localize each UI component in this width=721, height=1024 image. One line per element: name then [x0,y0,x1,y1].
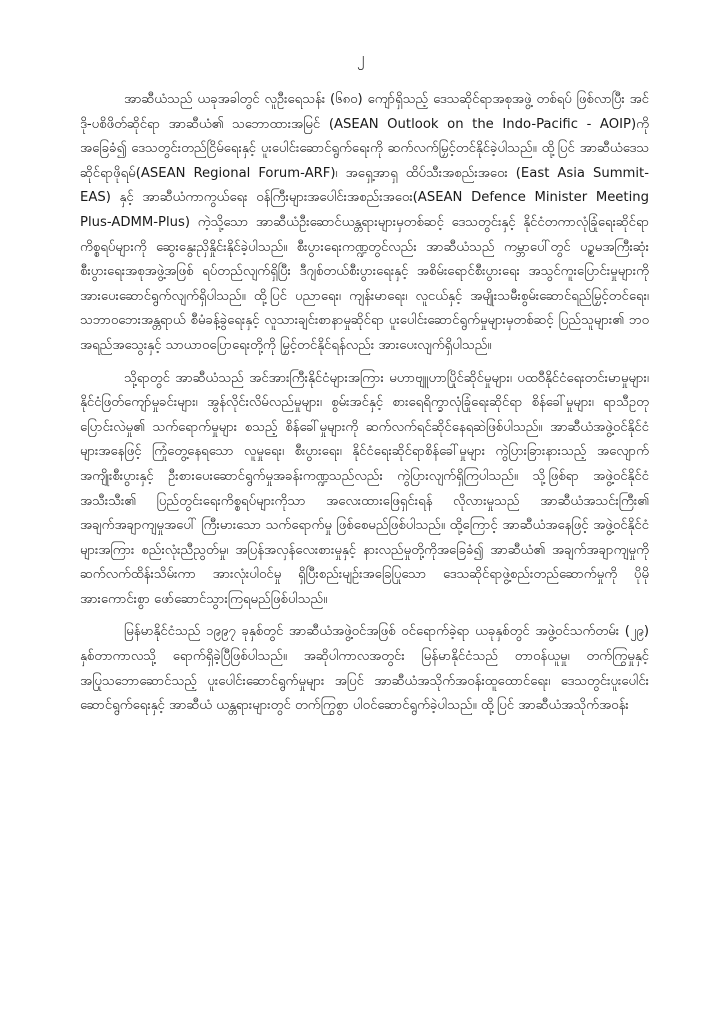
paragraph-3: မြန်မာနိုင်ငံသည် ၁၉၉၇ ခုနှစ်တွင် အာဆီယံအဖွဲ့ဝင်အဖြစ် ဝင်ရောက်ခဲ့ရာ ယခုနှစ်တွင် အဖွဲ့ဝင်သက်တမ်း (၂၉) နှစ်တာကာလသို့ ရောက်ရှိခဲ့ပြီဖြစ်ပါသည်။ အဆိုပါကာလအတွင်း မြန်မာနိုင်ငံသည် တာဝန်ယူမှု၊ တက်ကြွမှုနှင့် အပြုသဘောဆောင်သည့် ပူးပေါင်းဆောင်ရွက်မှုများ အပြင် အာဆီယံအသိုက်အဝန်းထူထောင်ရေး၊ ဒေသတွင်းပူးပေါင်းဆောင်ရွက်ရေးနှင့် အာဆီယံ ယန္တရားများတွင် တက်ကြွစွာ ပါဝင်ဆောင်ရွက်ခဲ့ပါသည်။ ထို့ပြင် အာဆီယံအသိုက်အဝန်း [80,624,649,714]
body-text [80,88,649,727]
page-number: ၂ [356,49,365,67]
paragraph-2: သို့ရာတွင် အာဆီယံသည် အင်အားကြီးနိုင်ငံများအကြား မဟာဗျူဟာပြိုင်ဆိုင်မှုများ၊ ပထဝီနိုင်ငံရေးတင်းမာမှုများ၊ နိုင်ငံဖြတ်ကျော်မှုခင်းများ၊ အွန်လိုင်းလိမ်လည်မှုများ၊ စွမ်းအင်နှင့် စားရေရိက္ခာလုံခြုံရေးဆိုင်ရာ စိန်ခေါ်မှုများ၊ ရာသီဥတုပြောင်းလဲမှု၏ သက်ရောက်မှုများ စသည့် စိန်ခေါ်မှုများကို ဆက်လက်ရင်ဆိုင်နေရဆဲဖြစ်ပါသည်။ အာဆီယံအဖွဲ့ဝင်နိုင်ငံများအနေဖြင့် ကြုံတွေ့နေရသော လူမှုရေး၊ စီးပွားရေး၊ နိုင်ငံရေးဆိုင်ရာစိန်ခေါ်မှုများ ကွဲပြားခြားနားသည့် အလျောက် အကျိုးစီးပွားနှင့် ဦးစားပေးဆောင်ရွက်မှုအခန်းကဏ္ဍသည်လည်း ကွဲပြားလျက်ရှိကြပါသည်။ သို့ဖြစ်ရာ အဖွဲ့ဝင်နိုင်ငံအသီးသီး၏ ပြည်တွင်းရေးကိစ္စရပ်များကိုသာ အလေးထားဖြေရှင်းရန် လိုလားမှုသည် အာဆီယံအသင်းကြီး၏ အချက်အချာကျမှုအပေါ် ကြီးမားသော သက်ရောက်မှု ဖြစ်စေမည်ဖြစ်ပါသည်။ ထို့ကြောင့် အာဆီယံအနေဖြင့် အဖွဲ့ဝင်နိုင်ငံများအကြား စည်းလုံးညီညွတ်မှု၊ အပြန်အလှန်လေးစားမှုနှင့် နားလည်မှုတို့ကိုအခြေခံ၍ အာဆီယံ၏ အချက်အချာကျမှုကို ဆက်လက်ထိန်းသိမ်းကာ အားလုံးပါဝင်မှု ရှိပြီးစည်းမျဉ်းအခြေပြုသော ဒေသဆိုင်ရာဖွဲ့စည်းတည်ဆောက်မှုကို ပိုမိုအားကောင်းစွာ ဖော်ဆောင်သွားကြရမည်ဖြစ်ပါသည်။ [80,370,649,607]
paragraph-1: အာဆီယံသည် ယခုအခါတွင် လူဦးရေသန်း (၆၈၀) ကျော်ရှိသည့် ဒေသဆိုင်ရာအစုအဖွဲ့ တစ်ရပ် ဖြစ်လာပြီး အင်ဒို-ပစိဖိတ်ဆိုင်ရာ အာဆီယံ၏ သဘောထားအမြင် (ASEAN Outlook on the Indo-Pacific - AOIP)ကို အခြေခံ၍ ဒေသတွင်းတည်ငြိမ်ရေးနှင့် ပူးပေါင်းဆောင်ရွက်ရေးကို ဆက်လက်မြှင့်တင်နိုင်ခဲ့ပါသည်။ ထို့ပြင် အာဆီယံဒေသဆိုင်ရာဖိုရမ်(ASEAN Regional Forum-ARF)၊ အရှေ့အာရှ ထိပ်သီးအစည်းအဝေး (East Asia Summit-EAS) နှင့် အာဆီယံကာကွယ်ရေး ဝန်ကြီးများအပေါင်းအစည်းအဝေး(ASEAN Defence Minister Meeting Plus-ADMM-Plus) ကဲ့သို့သော အာဆီယံဦးဆောင်ယန္တရားများမှတစ်ဆင့် ဒေသတွင်းနှင့် နိုင်ငံတကာလုံခြုံရေးဆိုင်ရာ ကိစ္စရပ်များကို ဆွေးနွေးညှိနှိုင်းနိုင်ခဲ့ပါသည်။ စီးပွားရေးကဏ္ဍတွင်လည်း အာဆီယံသည် ကမ္ဘာပေါ်တွင် ပဉ္စမအကြီးဆုံး စီးပွားရေးအစုအဖွဲ့အဖြစ် ရပ်တည်လျက်ရှိပြီး ဒီဂျစ်တယ်စီးပွားရေးနှင့် အစိမ်းရောင်စီးပွားရေး အသွင်ကူးပြောင်းမှုများကို အားပေးဆောင်ရွက်လျက်ရှိပါသည်။ ထို့ပြင် ပညာရေး၊ ကျန်းမာရေး၊ လူငယ်နှင့် အမျိုးသမီးစွမ်းဆောင်ရည်မြှင့်တင်ရေး၊ သဘာဝဘေးအန္တရာယ် စီမံခန့်ခွဲရေးနှင့် လူသားချင်းစာနာမှုဆိုင်ရာ ပူးပေါင်းဆောင်ရွက်မှုများမှတစ်ဆင့် ပြည်သူများ၏ ဘဝအရည်အသွေးနှင့် သာယာဝပြောရေးတို့ကို မြှင့်တင်နိုင်ရန်လည်း အားပေးလျက်ရှိပါသည်။ [80,92,649,353]
